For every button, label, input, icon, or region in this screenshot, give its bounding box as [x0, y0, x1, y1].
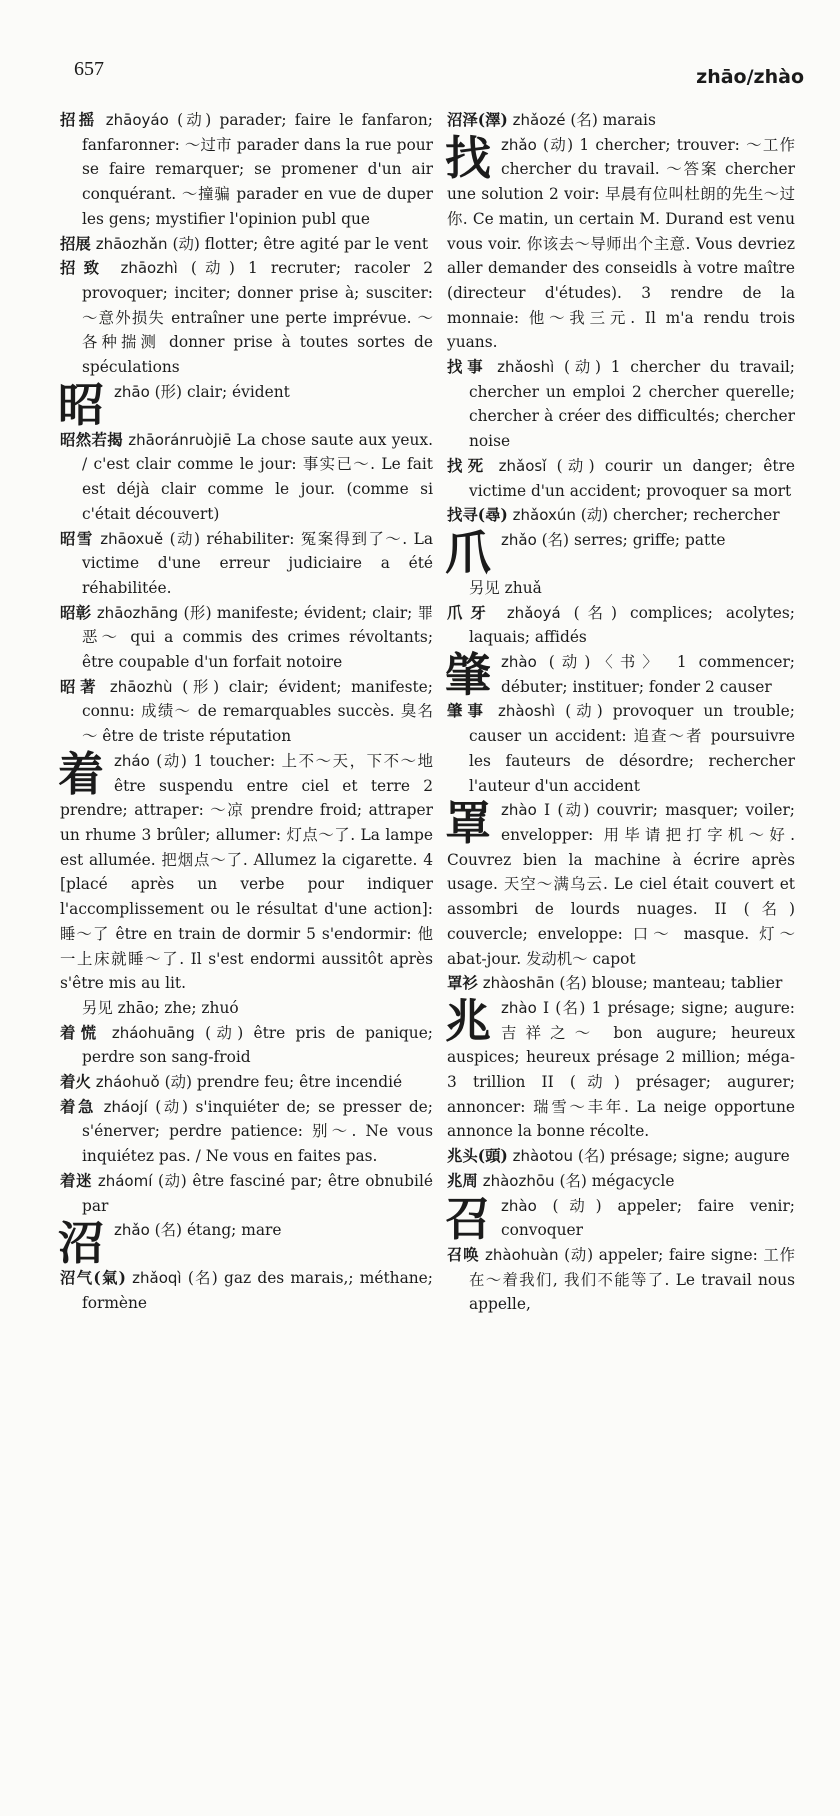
definition: (动) s'inquiéter de; se presser de; s'énerver; perdre patience: 别～. Ne vous inquiétez pas. / Ne vous en faites pas.: [82, 1097, 433, 1166]
definition: (形) manifeste; évident; clair; 罪恶～ qui a commis des crimes révoltants; être coupable d'un forfait notoire: [82, 603, 433, 672]
headword: 着迷: [60, 1171, 93, 1190]
definition: (动) prendre feu; être incendié: [164, 1073, 403, 1092]
dictionary-entry: [60, 256, 433, 380]
page-number: 657: [74, 58, 104, 80]
headword: 沼气(氣): [60, 1269, 126, 1288]
headword: 着火: [60, 1073, 91, 1092]
pinyin: zháohuǒ: [95, 1073, 160, 1092]
pinyin: zhào: [501, 653, 537, 672]
pinyin: zhǎo: [114, 1221, 150, 1240]
definition: (形) clair; évident; manifeste; connu: 成绩～ de remarquables succès. 臭名～ être de triste réputation: [82, 677, 433, 746]
head-character: 找: [445, 130, 491, 185]
head-character-entry: [445, 648, 795, 703]
definition: (动)〈书〉 1 commencer; débuter; instituer; fonder 2 causer: [501, 653, 795, 696]
headword: 罩衫: [447, 974, 478, 993]
pinyin: zhāoyáo: [105, 111, 169, 129]
definition: (动) 1 recruter; racoler 2 provoquer; inciter; donner prise à; susciter: ～意外损失 entraîner une perte imprévue. ～各种揣测 donner prise à toutes sortes de spéculations: [82, 259, 433, 377]
definition: (动) réhabiliter: 冤案得到了～. La victime d'une erreur judiciaire a été réhabilitée.: [82, 529, 433, 597]
headword: 沼泽(澤): [447, 111, 508, 129]
pinyin: zhāozhǎn: [95, 234, 168, 253]
definition: (动) parader; faire le fanfaron; fanfaronner: ～过市 parader dans la rue pour se faire remarquer; se promener d'un air conquérant. ～撞骗 parader en vue de duper les gens; mystifier l'opinion publ que: [82, 111, 433, 228]
headword: 着慌: [60, 1023, 102, 1042]
definition: (动) appeler; faire venir; convoquer: [501, 1196, 795, 1240]
pinyin: zhāozhù: [109, 677, 173, 696]
dictionary-entry: [60, 232, 433, 257]
head-character: 着: [58, 746, 104, 801]
headword: 昭彰: [60, 603, 92, 622]
definition: I (名) 1 présage; signe; augure: 吉祥之～ bon augure; heureux auspices; heureux présage 2 million; méga- 3 trillion II (动) présager; augurer; annoncer: 瑞雪～丰年. La neige opportune annonce la bonne récolte.: [447, 998, 795, 1141]
pinyin: zhǎo: [501, 530, 537, 549]
headword: 昭著: [60, 677, 101, 696]
dictionary-entry: [447, 355, 795, 454]
definition: (动) appeler; faire signe: 工作在～着我们, 我们不能等了. Le travail nous appelle,: [469, 1245, 795, 1314]
dictionary-entry: [447, 454, 795, 503]
definition: (名) blouse; manteau; tablier: [559, 974, 783, 993]
pinyin: zhào: [501, 1196, 537, 1215]
definition: (名) serres; griffe; patte: [541, 530, 726, 549]
headword: 招展: [60, 234, 91, 253]
running-head: zhāo/zhào: [696, 66, 804, 88]
dictionary-entry: [60, 108, 433, 232]
pinyin: zhàohuàn: [485, 1245, 559, 1264]
definition: (名) marais: [570, 111, 656, 129]
head-character: 肇: [445, 648, 491, 703]
definition: (名) étang; mare: [154, 1221, 282, 1240]
head-character-entry: [447, 798, 795, 971]
dictionary-entry: [60, 1095, 433, 1169]
pinyin: zhāozhāng: [96, 603, 179, 622]
head-character-entry: [58, 746, 433, 996]
headword: 招致: [60, 259, 108, 278]
pinyin: zhǎoxún: [512, 506, 576, 525]
definition: (动) provoquer un trouble; causer un accident: 追查～者 poursuivre les fauteurs de désordre; rechercher l'auteur d'un accident: [469, 702, 795, 795]
dictionary-entry: [447, 601, 795, 650]
definition: (动) courir un danger; être victime d'un accident; provoquer sa mort: [469, 456, 795, 500]
definition: (名) présage; signe; augure: [577, 1147, 790, 1166]
headword: 找死: [447, 456, 489, 475]
headword: 昭然若揭: [60, 430, 123, 449]
dictionary-entry: [447, 108, 795, 133]
dictionary-entry: [60, 428, 433, 527]
pinyin: zháojí: [103, 1097, 148, 1116]
dictionary-entry: [447, 503, 795, 528]
pinyin: zhǎo: [501, 135, 537, 154]
headword: 召唤: [447, 1245, 480, 1264]
left-column: [60, 108, 433, 1316]
dictionary-entry: [60, 601, 433, 675]
right-column: [447, 108, 795, 1317]
pinyin: zhàoshì: [497, 702, 556, 721]
head-character: 昭: [58, 377, 104, 432]
head-character: 兆: [445, 993, 491, 1048]
head-character-entry: [445, 130, 795, 355]
definition: (名) complices; acolytes; laquais; affidés: [469, 603, 795, 647]
pinyin: zhāo: [114, 382, 150, 401]
pinyin: zhāoxuě: [100, 529, 164, 548]
definition: (动) être fasciné par; être obnubilé par: [82, 1171, 433, 1215]
head-character: 召: [445, 1191, 491, 1246]
dictionary-entry: [60, 675, 433, 749]
headword: 昭雪: [60, 529, 94, 548]
pinyin: zhàotou: [512, 1147, 573, 1166]
definition: (动) être pris de panique; perdre son sang-froid: [82, 1023, 433, 1067]
pinyin: zhào: [501, 998, 537, 1017]
head-character-entry: [445, 993, 795, 1144]
dictionary-entry: [60, 1070, 433, 1095]
pinyin: zhǎoshì: [497, 358, 555, 377]
headword: 肇事: [447, 702, 488, 721]
dictionary-entry: [447, 971, 795, 996]
cross-reference-note: 另见 zhāo; zhe; zhuó: [82, 998, 239, 1017]
head-character: 罩: [445, 796, 491, 851]
dictionary-entry: [60, 527, 433, 601]
pinyin: zhàozhōu: [482, 1171, 555, 1190]
pinyin: zhǎoqì: [132, 1269, 182, 1288]
definition: (动) flotter; être agité par le vent: [172, 234, 429, 253]
headword: 着急: [60, 1097, 97, 1116]
dictionary-entry: [447, 1169, 795, 1194]
headword: 找事: [447, 358, 488, 377]
pinyin: zháo: [114, 751, 150, 770]
cross-reference-note: 另见 zhuǎ: [469, 578, 542, 597]
head-character-entry: [58, 1216, 433, 1271]
definition: (动) 1 toucher: 上不～天，下不～地 être suspendu entre ciel et terre 2 prendre; attraper: ～凉 prendre froid; attraper un rhume 3 brûler; allumer: 灯点～了. La lampe est allumée. 把烟点～了. Allumez la cigarette. 4 [placé après un verbe pour indiquer l'accomplissement ou le résultat d'une action]: 睡～了 être en train de dormir 5 s'endormir: 他一上床就睡～了. Il s'est endormi aussitôt après s'être mis au lit.: [60, 751, 433, 993]
pinyin: zhàoshān: [482, 974, 555, 993]
headword: 招摇: [60, 111, 98, 129]
definition: (动) chercher; rechercher: [580, 506, 780, 525]
definition: (动) 1 chercher du travail; chercher un emploi 2 chercher querelle; chercher à créer des difficultés; chercher noise: [469, 358, 795, 451]
definition: La chose saute aux yeux. / c'est clair comme le jour: 事实已～. Le fait est déjà clair comme le jour. (comme si c'était découvert): [82, 430, 433, 523]
definition: I (动) couvrir; masquer; voiler; envelopper: 用毕请把打字机～好. Couvrez bien la machine à écrire après usage. 天空～满乌云. Le ciel était couvert et assombri de lourds nuages. II (名) couvercle; enveloppe: 口～ masque. 灯～ abat-jour. 发动机～ capot: [447, 801, 795, 968]
pinyin: zháomí: [97, 1171, 153, 1190]
definition: (形) clair; évident: [154, 382, 290, 401]
definition: (名) mégacycle: [559, 1171, 675, 1190]
headword: 兆周: [447, 1171, 478, 1190]
dictionary-entry: [60, 1266, 433, 1315]
pinyin: zhāozhì: [120, 259, 178, 278]
dictionary-entry: [60, 1021, 433, 1070]
definition: (动) 1 chercher; trouver: ～工作 chercher du travail. ～答案 chercher une solution 2 voir: 早晨有位叫杜朗的先生～过你. Ce matin, un certain M. Durand est venu vous voir. 你该去～导师出个主意. Vous devriez aller demander des conseidls à votre maître (directeur d'études). 3 rendre de la monnaie: 他～我三元. Il m'a rendu trois yuans.: [447, 135, 795, 352]
pinyin: zháohuāng: [111, 1023, 195, 1042]
dictionary-entry: [447, 1243, 795, 1317]
headword: 爪牙: [447, 603, 494, 622]
head-character: 爪: [445, 525, 491, 580]
dictionary-entry: [447, 699, 795, 798]
pinyin: zhǎosǐ: [498, 456, 547, 475]
pinyin: zhào: [501, 801, 537, 820]
head-character: 沼: [58, 1216, 104, 1271]
headword: 找寻(尋): [447, 506, 508, 525]
headword: 兆头(頭): [447, 1147, 508, 1166]
pinyin: zhǎozé: [512, 111, 566, 129]
dictionary-entry: [60, 1169, 433, 1218]
pinyin: zhāoránruòjiē: [128, 430, 232, 449]
head-character-entry: [445, 1191, 795, 1246]
dictionary-entry: [447, 1144, 795, 1169]
pinyin: zhǎoyá: [506, 603, 561, 622]
definition: (名) gaz des marais,; méthane; formène: [82, 1269, 433, 1312]
head-character-entry: [445, 525, 795, 580]
head-character-entry: [58, 377, 433, 432]
